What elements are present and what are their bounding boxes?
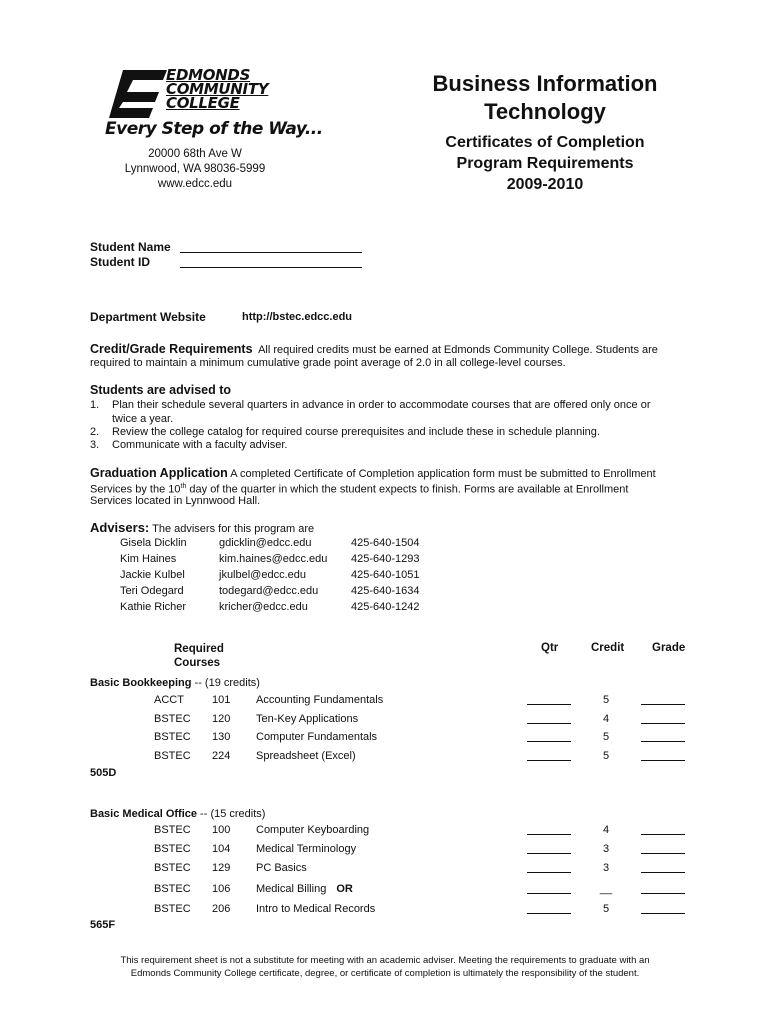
graduation-application-line-3: Services located in Lynnwood Hall. xyxy=(90,495,261,507)
qtr-blank-field[interactable] xyxy=(527,905,571,914)
student-id-label: Student ID xyxy=(90,255,150,269)
course-credit: 4 xyxy=(602,824,610,836)
department-website-link[interactable]: http://bstec.edcc.edu xyxy=(242,311,353,323)
adviser-email[interactable]: kricher@edcc.edu xyxy=(219,601,308,613)
credit-requirements-section xyxy=(90,342,690,357)
student-name-field[interactable] xyxy=(180,252,362,253)
adviser-name: Gisela Dicklin xyxy=(120,537,187,549)
program-code: 565F xyxy=(90,919,116,931)
college-tagline: Every Step of the Way... xyxy=(105,119,323,139)
advised-heading: Students are advised to xyxy=(90,383,232,397)
course-number: 106 xyxy=(212,883,231,895)
course-dept: BSTEC xyxy=(154,824,191,836)
course-number: 130 xyxy=(212,731,231,743)
qtr-blank-field[interactable] xyxy=(527,885,571,894)
course-number: 101 xyxy=(212,694,231,706)
course-dept: BSTEC xyxy=(154,903,191,915)
adviser-name: Jackie Kulbel xyxy=(120,569,185,581)
adviser-phone: 425-640-1242 xyxy=(351,601,420,613)
course-title: Accounting Fundamentals xyxy=(256,694,384,706)
credit-requirements-text-1: All required credits must be earned at Edmonds Community College. Students are xyxy=(258,344,658,356)
course-number: 206 xyxy=(212,903,231,915)
course-credit: 3 xyxy=(602,862,610,874)
credit-requirements-text-2: required to maintain a minimum cumulative grade point average of 2.0 in all college-level courses. xyxy=(90,357,566,369)
grade-blank-field[interactable] xyxy=(641,885,685,894)
department-website-label: Department Website xyxy=(90,310,206,324)
or-label: OR xyxy=(336,883,353,895)
grade-blank-field[interactable] xyxy=(641,826,685,835)
advised-item-1: 1. Plan their schedule several quarters in advance in order to accommodate courses that are offered only once or xyxy=(90,399,651,411)
grade-blank-field[interactable] xyxy=(641,696,685,705)
subtitle-year: 2009-2010 xyxy=(506,176,584,193)
grade-blank-field[interactable] xyxy=(641,752,685,761)
adviser-email[interactable]: kim.haines@edcc.edu xyxy=(219,553,328,565)
qtr-blank-field[interactable] xyxy=(527,752,571,761)
program-heading: Basic Medical Office -- (15 credits) xyxy=(90,808,266,820)
grade-blank-field[interactable] xyxy=(641,905,685,914)
footer-disclaimer: This requirement sheet is not a substitute for meeting with an academic adviser. Meeting the requirements to graduate with an Edmonds Community College certificate, degree, or certificate of completion is ultimately the responsibility of the student. xyxy=(120,955,650,979)
qtr-blank-field[interactable] xyxy=(527,845,571,854)
advised-item-1-cont: twice a year. xyxy=(112,413,174,425)
course-dept: BSTEC xyxy=(154,750,191,762)
program-code: 505D xyxy=(90,767,117,779)
course-dept: BSTEC xyxy=(154,862,191,874)
adviser-phone: 425-640-1293 xyxy=(351,553,420,565)
course-title: Spreadsheet (Excel) xyxy=(256,750,356,762)
course-title: Computer Keyboarding xyxy=(256,824,370,836)
course-number: 100 xyxy=(212,824,231,836)
course-title: Medical Billing OR xyxy=(256,883,353,895)
course-number: 129 xyxy=(212,862,231,874)
qtr-blank-field[interactable] xyxy=(527,826,571,835)
course-number: 224 xyxy=(212,750,231,762)
course-title: Medical Terminology xyxy=(256,843,357,855)
graduation-application-line-1: Graduation Application A completed Certificate of Completion application form must be submitted to Enrollment xyxy=(90,466,656,480)
college-name: EDMONDS COMMUNITY COLLEGE xyxy=(166,66,269,112)
adviser-name: Teri Odegard xyxy=(120,585,184,597)
course-dept: BSTEC xyxy=(154,713,191,725)
grade-blank-field[interactable] xyxy=(641,733,685,742)
student-id-field[interactable] xyxy=(180,267,362,268)
course-credit: 5 xyxy=(602,731,610,743)
adviser-phone: 425-640-1051 xyxy=(351,569,420,581)
course-dept: BSTEC xyxy=(154,843,191,855)
adviser-name: Kim Haines xyxy=(120,553,177,565)
subtitle-certificates: Certificates of Completion xyxy=(445,134,645,151)
advised-item-2: 2. Review the college catalog for required course prerequisites and include these in schedule planning. xyxy=(90,426,600,438)
adviser-phone: 425-640-1504 xyxy=(351,537,420,549)
course-number: 120 xyxy=(212,713,231,725)
grade-blank-field[interactable] xyxy=(641,864,685,873)
course-title: Computer Fundamentals xyxy=(256,731,378,743)
course-title: Intro to Medical Records xyxy=(256,903,376,915)
course-dept: BSTEC xyxy=(154,883,191,895)
grade-column-header: Grade xyxy=(652,642,686,654)
course-credit: 5 xyxy=(602,750,610,762)
course-title: Ten-Key Applications xyxy=(256,713,359,725)
program-heading: Basic Bookkeeping -- (19 credits) xyxy=(90,677,260,689)
course-dept: ACCT xyxy=(154,694,184,706)
subtitle-requirements: Program Requirements xyxy=(456,155,634,172)
qtr-blank-field[interactable] xyxy=(527,864,571,873)
graduation-application-line-2: Services by the 10th day of the quarter in which the student expects to finish. Forms are available at Enrollment xyxy=(90,483,629,496)
credit-column-header: Credit xyxy=(591,642,625,654)
adviser-email[interactable]: gdicklin@edcc.edu xyxy=(219,537,312,549)
qtr-blank-field[interactable] xyxy=(527,715,571,724)
student-name-label: Student Name xyxy=(90,240,171,254)
course-number: 104 xyxy=(212,843,231,855)
adviser-email[interactable]: todegard@edcc.edu xyxy=(219,585,319,597)
qtr-blank-field[interactable] xyxy=(527,733,571,742)
adviser-email[interactable]: jkulbel@edcc.edu xyxy=(219,569,306,581)
advised-item-3: 3. Communicate with a faculty adviser. xyxy=(90,439,288,451)
adviser-phone: 425-640-1634 xyxy=(351,585,420,597)
grade-blank-field[interactable] xyxy=(641,715,685,724)
title-line-2: Technology xyxy=(484,99,606,124)
advisers-intro: Advisers: The advisers for this program are xyxy=(90,520,315,535)
credit-requirements-heading: Credit/Grade Requirements xyxy=(90,342,253,356)
graduation-application-heading: Graduation Application xyxy=(90,466,228,480)
qtr-column-header: Qtr xyxy=(541,642,559,654)
grade-blank-field[interactable] xyxy=(641,845,685,854)
course-credit: __ xyxy=(599,883,613,895)
qtr-blank-field[interactable] xyxy=(527,696,571,705)
course-dept: BSTEC xyxy=(154,731,191,743)
course-credit: 5 xyxy=(602,903,610,915)
course-credit: 5 xyxy=(602,694,610,706)
college-logo-icon xyxy=(109,70,167,118)
advisers-heading: Advisers: xyxy=(90,520,150,535)
document-title xyxy=(400,70,690,195)
course-credit: 4 xyxy=(602,713,610,725)
required-courses-header: Required Courses xyxy=(174,643,224,669)
title-line-1: Business Information xyxy=(432,71,658,96)
college-address: 20000 68th Ave W Lynnwood, WA 98036-5999 www.edcc.edu xyxy=(124,148,266,190)
adviser-name: Kathie Richer xyxy=(120,601,187,613)
course-credit: 3 xyxy=(602,843,610,855)
course-title: PC Basics xyxy=(256,862,307,874)
